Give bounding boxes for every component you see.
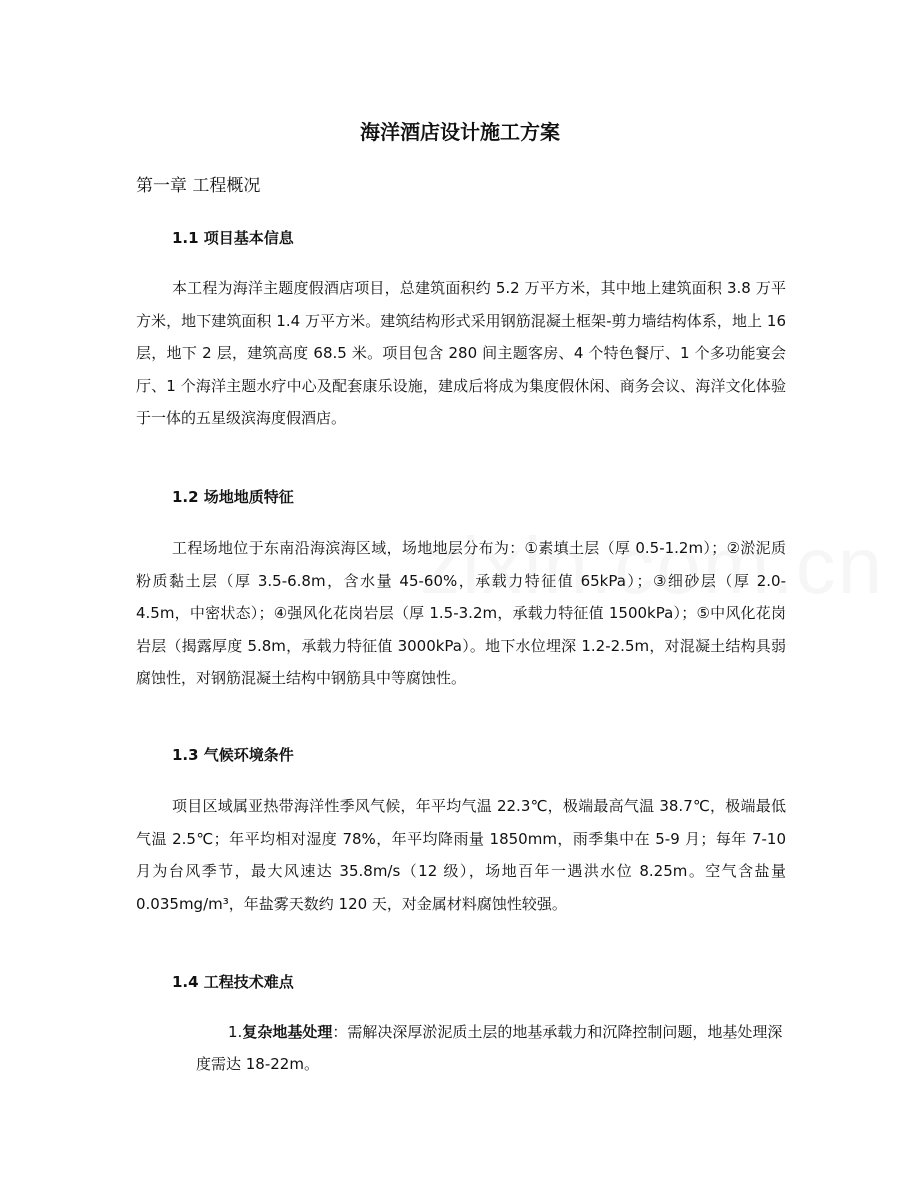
list-item xyxy=(196,1016,788,1080)
section-body-1-1: 本工程为海洋主题度假酒店项目，总建筑面积约 5.2 万平方米，其中地上建筑面积 3.8 万平方米，地下建筑面积 1.4 万平方米。建筑结构形式采用钢筋混凝土框架-剪力墙结构体系，地上 16 层，地下 2 层，建筑高度 68.5 米。项目包含 280 间主题客房、4 个特色餐厅、1 个多功能宴会厅、1 个海洋主题水疗中心及配套康乐设施，建成后将成为集度假休闲、商务会议、海洋文化体验于一体的五星级滨海度假酒店。 xyxy=(136,279,786,428)
section-heading-1-4: 1.4 工程技术难点 xyxy=(172,973,294,991)
section-heading-1-3: 1.3 气候环境条件 xyxy=(172,746,294,764)
list-item-term: 复杂地基处理 xyxy=(242,1023,333,1041)
list-item-text: ：需解决深厚淤泥质土层的地基承载力和沉降控制问题，地基处理深度需达 18-22m。 xyxy=(196,1023,783,1073)
section-heading-1-2: 1.2 场地地质特征 xyxy=(172,488,294,506)
document-title: 海洋酒店设计施工方案 xyxy=(360,120,560,144)
list-item-number: 1. xyxy=(228,1023,243,1041)
section-heading-1-1: 1.1 项目基本信息 xyxy=(172,229,294,247)
chapter-heading: 第一章 工程概况 xyxy=(136,176,261,196)
section-body-1-3: 项目区域属亚热带海洋性季风气候，年平均气温 22.3℃，极端最高气温 38.7℃，极端最低气温 2.5℃；年平均相对湿度 78%，年平均降雨量 1850mm，雨季集中在 5-9 月；每年 7-10 月为台风季节，最大风速达 35.8m/s（12 级），场地百年一遇洪水位 8.25m。空气含盐量 0.035mg/m³，年盐雾天数约 120 天，对金属材料腐蚀性较强。 xyxy=(136,797,786,913)
section-body-1-2: 工程场地位于东南沿海滨海区域，场地地层分布为：①素填土层（厚 0.5-1.2m）；②淤泥质粉质黏土层（厚 3.5-6.8m，含水量 45-60%，承载力特征值 65kPa）；③细砂层（厚 2.0-4.5m，中密状态）；④强风化花岗岩层（厚 1.5-3.2m，承载力特征值 1500kPa）；⑤中风化花岗岩层（揭露厚度 5.8m，承载力特征值 3000kPa）。地下水位埋深 1.2-2.5m，对混凝土结构具弱腐蚀性，对钢筋混凝土结构中钢筋具中等腐蚀性。 xyxy=(136,539,786,688)
